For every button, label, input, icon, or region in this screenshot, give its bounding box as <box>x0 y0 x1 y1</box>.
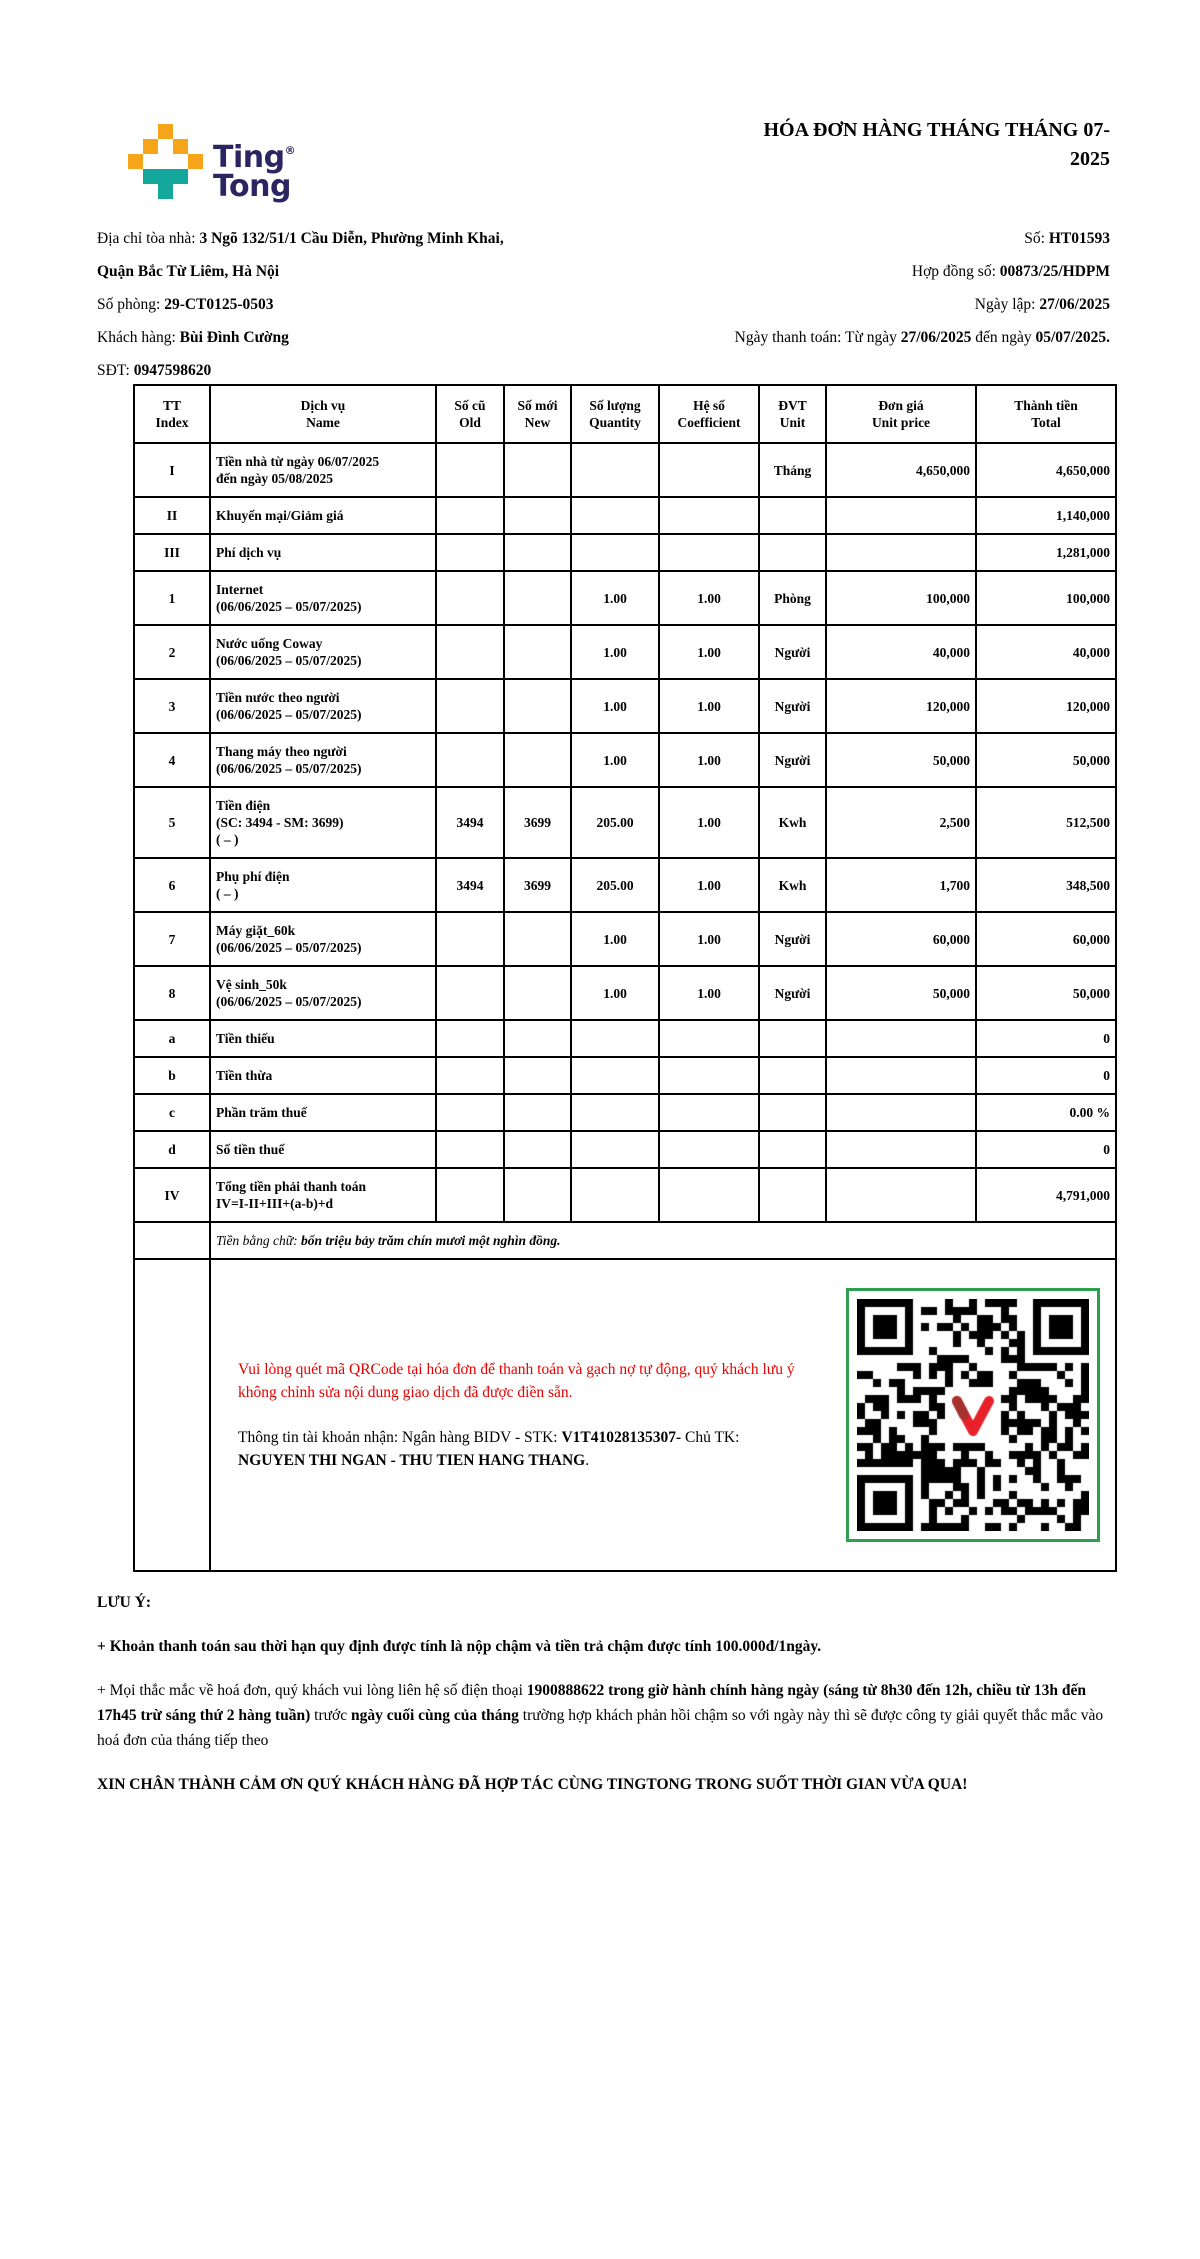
contract-label: Hợp đồng số: <box>911 263 1000 280</box>
cell-coef <box>659 1057 759 1094</box>
cell-total: 120,000 <box>976 679 1116 733</box>
cell-qty <box>571 497 659 534</box>
cell-total: 40,000 <box>976 625 1116 679</box>
cell-total: 512,500 <box>976 787 1116 858</box>
cell-price: 50,000 <box>826 733 976 787</box>
issue-date-label: Ngày lập: <box>974 296 1040 313</box>
cell-tt: 7 <box>134 912 210 966</box>
cell-coef: 1.00 <box>659 858 759 912</box>
cell-total: 4,650,000 <box>976 443 1116 497</box>
payment-to: 05/07/2025. <box>1035 329 1110 346</box>
invoice-info <box>97 222 1110 387</box>
cell-new <box>504 733 571 787</box>
table-row <box>134 1131 1116 1168</box>
invoice-table <box>133 384 1117 1572</box>
invoice-title-line2: 2025 <box>1070 148 1110 170</box>
account-suffix: . <box>585 1452 590 1469</box>
cell-qty: 205.00 <box>571 858 659 912</box>
hotline-note <box>97 1678 1112 1753</box>
cell-tt: c <box>134 1094 210 1131</box>
cell-price <box>826 1020 976 1057</box>
cell-total: 348,500 <box>976 858 1116 912</box>
cell-unit: Người <box>759 912 826 966</box>
hotline-note-text2: trước <box>310 1707 351 1724</box>
cell-name: Tiền nhà từ ngày 06/07/2025 đến ngày 05/08/2025 <box>210 443 436 497</box>
customer-label: Khách hàng: <box>97 329 180 346</box>
cell-coef <box>659 1131 759 1168</box>
cell-unit: Người <box>759 625 826 679</box>
invoice-number-label: Số: <box>1024 230 1049 247</box>
late-payment-note: + Khoản thanh toán sau thời hạn quy định được tính là nộp chậm và tiền trả chậm được tính 100.000đ/1ngày. <box>97 1638 822 1655</box>
cell-unit: Kwh <box>759 858 826 912</box>
cell-tt: d <box>134 1131 210 1168</box>
cell-old <box>436 1057 504 1094</box>
deadline-emphasis: ngày cuối cùng của tháng <box>350 1707 519 1724</box>
cell-coef <box>659 443 759 497</box>
cell-coef <box>659 497 759 534</box>
cell-name: Tiền nước theo người (06/06/2025 – 05/07/2025) <box>210 679 436 733</box>
cell-name: Phần trăm thuế <box>210 1094 436 1131</box>
cell-price: 50,000 <box>826 966 976 1020</box>
cell-new <box>504 1020 571 1057</box>
cell-new <box>504 443 571 497</box>
invoice-number-line <box>735 222 1110 255</box>
cell-total: 50,000 <box>976 966 1116 1020</box>
amount-words-label: Tiền bằng chữ: <box>216 1233 301 1248</box>
cell-qty: 1.00 <box>571 966 659 1020</box>
cell-qty: 1.00 <box>571 912 659 966</box>
cell-old <box>436 966 504 1020</box>
cell-new <box>504 912 571 966</box>
cell-new <box>504 534 571 571</box>
cell-old <box>436 1020 504 1057</box>
cell-price <box>826 1131 976 1168</box>
invoice-title <box>630 116 1110 174</box>
cell-old <box>436 534 504 571</box>
cell-name: Nước uống Coway (06/06/2025 – 05/07/2025) <box>210 625 436 679</box>
cell-qty: 205.00 <box>571 787 659 858</box>
cell-tt: 5 <box>134 787 210 858</box>
payment-label: Ngày thanh toán: Từ ngày <box>734 329 901 346</box>
amount-in-words-cell <box>210 1222 1116 1259</box>
cell-unit: Phòng <box>759 571 826 625</box>
cell-unit <box>759 497 826 534</box>
cell-tt: 4 <box>134 733 210 787</box>
cell-tt: II <box>134 497 210 534</box>
cell-old <box>436 443 504 497</box>
registered-mark-icon: ® <box>284 144 296 157</box>
invoice-number-value: HT01593 <box>1048 230 1110 247</box>
table-row <box>134 625 1116 679</box>
cell-qty: 1.00 <box>571 679 659 733</box>
cell-old <box>436 497 504 534</box>
cell-unit <box>759 1168 826 1222</box>
cell-old <box>436 733 504 787</box>
cell-old <box>436 1094 504 1131</box>
cell-old <box>436 912 504 966</box>
logo-word-ting: Ting <box>213 140 285 175</box>
cell-qty <box>571 1131 659 1168</box>
cell-old <box>436 625 504 679</box>
table-row <box>134 497 1116 534</box>
account-prefix: Thông tin tài khoản nhận: Ngân hàng BIDV - STK: <box>238 1429 562 1446</box>
cell-unit: Người <box>759 733 826 787</box>
cell-qty <box>571 1057 659 1094</box>
cell-old: 3494 <box>436 787 504 858</box>
invoice-title-line1: HÓA ĐƠN HÀNG THÁNG THÁNG 07- <box>763 119 1110 141</box>
thank-you-message: XIN CHÂN THÀNH CẢM ƠN QUÝ KHÁCH HÀNG ĐÃ HỢP TÁC CÙNG TINGTONG TRONG SUỐT THỜI GIAN VỪA QUA! <box>97 1776 968 1793</box>
cell-name: Số tiền thuế <box>210 1131 436 1168</box>
cell-tt: III <box>134 534 210 571</box>
column-header: Dịch vụ Name <box>210 385 436 443</box>
cell-coef: 1.00 <box>659 679 759 733</box>
cell-unit <box>759 1131 826 1168</box>
cell-name: Thang máy theo người (06/06/2025 – 05/07/2025) <box>210 733 436 787</box>
cell-name: Phí dịch vụ <box>210 534 436 571</box>
invoice-footer <box>97 1590 1112 1797</box>
cell-total: 4,791,000 <box>976 1168 1116 1222</box>
cell-coef: 1.00 <box>659 733 759 787</box>
phone-value: 0947598620 <box>133 362 212 379</box>
phone-label: SĐT: <box>97 362 134 379</box>
cell-new <box>504 1131 571 1168</box>
table-row <box>134 1094 1116 1131</box>
column-header: TT Index <box>134 385 210 443</box>
cell-price: 40,000 <box>826 625 976 679</box>
table-row <box>134 966 1116 1020</box>
table-row <box>134 912 1116 966</box>
cell-tt-empty <box>134 1259 210 1571</box>
cell-unit <box>759 1057 826 1094</box>
address-value2: Quận Bắc Từ Liêm, Hà Nội <box>97 263 280 280</box>
logo-pixel <box>188 154 203 169</box>
address-value1: 3 Ngõ 132/51/1 Cầu Diễn, Phường Minh Khai, <box>199 230 504 247</box>
cell-total: 0 <box>976 1057 1116 1094</box>
cell-price <box>826 497 976 534</box>
cell-unit: Người <box>759 679 826 733</box>
cell-coef <box>659 1168 759 1222</box>
logo-pixel <box>158 124 173 139</box>
cell-qty <box>571 1168 659 1222</box>
cell-name: Tổng tiền phải thanh toán IV=I-II+III+(a-b)+d <box>210 1168 436 1222</box>
column-header: Thành tiền Total <box>976 385 1116 443</box>
cell-unit <box>759 534 826 571</box>
cell-price <box>826 534 976 571</box>
contract-number-line <box>735 255 1110 288</box>
amount-words-value: bốn triệu bảy trăm chín mươi một nghìn đồng. <box>300 1233 561 1248</box>
cell-price: 120,000 <box>826 679 976 733</box>
cell-total: 50,000 <box>976 733 1116 787</box>
cell-qty: 1.00 <box>571 571 659 625</box>
logo-pixel <box>173 139 188 154</box>
account-number: V1T41028135307- <box>561 1429 682 1446</box>
table-row <box>134 443 1116 497</box>
logo-pixel <box>143 169 188 184</box>
column-header: Đơn giá Unit price <box>826 385 976 443</box>
room-value: 29-CT0125-0503 <box>164 296 274 313</box>
issue-date-value: 27/06/2025 <box>1039 296 1110 313</box>
cell-qty <box>571 1020 659 1057</box>
cell-new <box>504 497 571 534</box>
cell-tt: b <box>134 1057 210 1094</box>
column-header: ĐVT Unit <box>759 385 826 443</box>
column-header: Số mới New <box>504 385 571 443</box>
table-row <box>134 571 1116 625</box>
cell-coef: 1.00 <box>659 912 759 966</box>
cell-tt-empty <box>134 1222 210 1259</box>
cell-price: 100,000 <box>826 571 976 625</box>
cell-total: 0 <box>976 1131 1116 1168</box>
invoice-meta <box>735 222 1110 354</box>
hotline-number: 1900888622 trong giờ hành chính hàng ngày (sáng từ 8h30 đến 12h, chiều từ 13h đến 17h45 trừ sáng thứ 2 hàng tuần) <box>97 1682 1086 1724</box>
cell-coef <box>659 534 759 571</box>
cell-name: Internet (06/06/2025 – 05/07/2025) <box>210 571 436 625</box>
payment-mid: đến ngày <box>971 329 1036 346</box>
table-row <box>134 534 1116 571</box>
payment-instructions <box>216 1358 846 1472</box>
cell-new <box>504 1168 571 1222</box>
cell-tt: 6 <box>134 858 210 912</box>
cell-total: 1,281,000 <box>976 534 1116 571</box>
cell-name: Tiền thiếu <box>210 1020 436 1057</box>
cell-qty <box>571 443 659 497</box>
cell-unit: Kwh <box>759 787 826 858</box>
cell-tt: I <box>134 443 210 497</box>
cell-new <box>504 966 571 1020</box>
cell-new <box>504 571 571 625</box>
cell-name: Tiền điện (SC: 3494 - SM: 3699) ( – ) <box>210 787 436 858</box>
issue-date-line <box>735 288 1110 321</box>
logo-pixel <box>143 139 158 154</box>
cell-name: Phụ phí điện ( – ) <box>210 858 436 912</box>
cell-new <box>504 679 571 733</box>
hotline-note-text3: trường hợp khách phản hồi chậm so với ngày này thì sẽ được công ty giải quyết thắc mắc vào hoá đơn của tháng tiếp theo <box>97 1707 1104 1749</box>
column-header: Số lượng Quantity <box>571 385 659 443</box>
cell-new: 3699 <box>504 787 571 858</box>
cell-tt: 2 <box>134 625 210 679</box>
cell-coef <box>659 1020 759 1057</box>
table-header-row <box>134 385 1116 443</box>
payment-qr-code <box>846 1288 1100 1542</box>
cell-tt: 3 <box>134 679 210 733</box>
tingtong-logo <box>128 124 296 204</box>
cell-price: 4,650,000 <box>826 443 976 497</box>
cell-new <box>504 1094 571 1131</box>
account-mid: Chủ TK: <box>681 1429 740 1446</box>
notes-title: LƯU Ý: <box>97 1594 152 1611</box>
cell-qty: 1.00 <box>571 625 659 679</box>
logo-pixel <box>158 184 173 199</box>
table-row <box>134 679 1116 733</box>
amount-in-words-row <box>134 1222 1116 1259</box>
cell-coef: 1.00 <box>659 625 759 679</box>
column-header: Hệ số Coefficient <box>659 385 759 443</box>
qr-code-image <box>857 1299 1089 1531</box>
cell-new <box>504 1057 571 1094</box>
qr-row <box>134 1259 1116 1571</box>
cell-coef: 1.00 <box>659 571 759 625</box>
table-row <box>134 1020 1116 1057</box>
cell-price <box>826 1057 976 1094</box>
cell-price: 1,700 <box>826 858 976 912</box>
customer-value: Bùi Đình Cường <box>179 329 289 346</box>
table-row <box>134 1168 1116 1222</box>
cell-name: Máy giặt_60k (06/06/2025 – 05/07/2025) <box>210 912 436 966</box>
cell-price: 2,500 <box>826 787 976 858</box>
table-row <box>134 858 1116 912</box>
cell-unit: Tháng <box>759 443 826 497</box>
cell-price <box>826 1094 976 1131</box>
cell-new <box>504 625 571 679</box>
cell-coef: 1.00 <box>659 787 759 858</box>
cell-tt: 1 <box>134 571 210 625</box>
cell-price <box>826 1168 976 1222</box>
cell-qty: 1.00 <box>571 733 659 787</box>
cell-old <box>436 1168 504 1222</box>
address-label: Địa chỉ tòa nhà: <box>97 230 200 247</box>
cell-new: 3699 <box>504 858 571 912</box>
cell-total: 0 <box>976 1020 1116 1057</box>
room-label: Số phòng: <box>97 296 165 313</box>
contract-value: 00873/25/HDPM <box>999 263 1110 280</box>
tingtong-logo-icon <box>128 124 203 199</box>
table-row <box>134 787 1116 858</box>
cell-tt: a <box>134 1020 210 1057</box>
logo-wordmark <box>213 136 296 204</box>
payment-from: 27/06/2025 <box>900 329 972 346</box>
table-row <box>134 1057 1116 1094</box>
cell-qty <box>571 534 659 571</box>
cell-unit <box>759 1020 826 1057</box>
cell-tt: 8 <box>134 966 210 1020</box>
qr-scan-warning: Vui lòng quét mã QRCode tại hóa đơn để thanh toán và gạch nợ tự động, quý khách lưu ý không chỉnh sửa nội dung giao dịch đã được điền sẵn. <box>238 1361 795 1401</box>
cell-old: 3494 <box>436 858 504 912</box>
qr-payment-cell <box>210 1259 1116 1571</box>
table-row <box>134 733 1116 787</box>
logo-pixel <box>128 154 143 169</box>
cell-coef <box>659 1094 759 1131</box>
cell-price: 60,000 <box>826 912 976 966</box>
cell-old <box>436 679 504 733</box>
bank-account-info <box>238 1426 808 1472</box>
cell-name: Vệ sinh_50k (06/06/2025 – 05/07/2025) <box>210 966 436 1020</box>
hotline-note-text1: + Mọi thắc mắc về hoá đơn, quý khách vui lòng liên hệ số điện thoại <box>97 1682 527 1699</box>
cell-qty <box>571 1094 659 1131</box>
cell-tt: IV <box>134 1168 210 1222</box>
cell-total: 0.00 % <box>976 1094 1116 1131</box>
logo-word-tong: Tong <box>213 169 291 204</box>
phone-line <box>97 354 1110 387</box>
cell-old <box>436 571 504 625</box>
cell-name: Tiền thừa <box>210 1057 436 1094</box>
cell-total: 1,140,000 <box>976 497 1116 534</box>
cell-name: Khuyến mại/Giảm giá <box>210 497 436 534</box>
cell-coef: 1.00 <box>659 966 759 1020</box>
cell-unit <box>759 1094 826 1131</box>
cell-total: 100,000 <box>976 571 1116 625</box>
cell-unit: Người <box>759 966 826 1020</box>
account-holder: NGUYEN THI NGAN - THU TIEN HANG THANG <box>238 1452 586 1469</box>
cell-old <box>436 1131 504 1168</box>
payment-date-line <box>735 321 1110 354</box>
cell-total: 60,000 <box>976 912 1116 966</box>
column-header: Số cũ Old <box>436 385 504 443</box>
